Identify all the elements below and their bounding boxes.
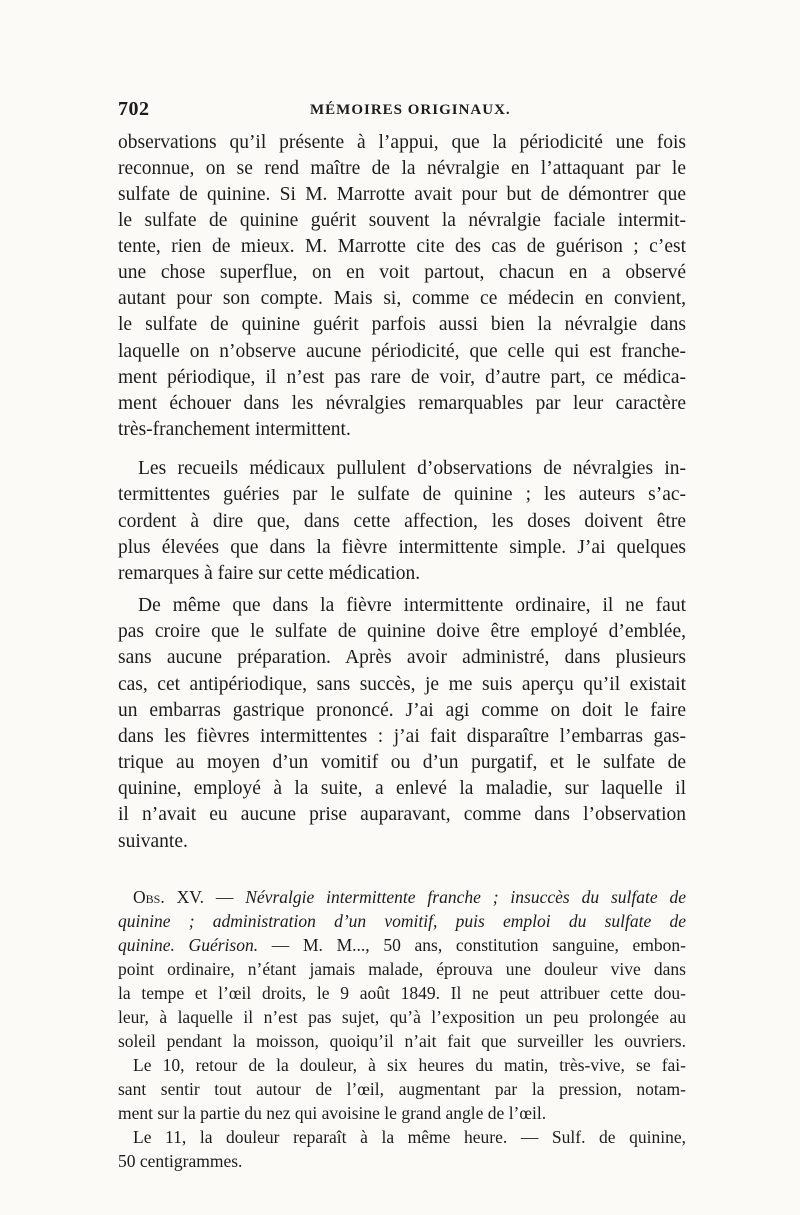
text-line: dans les fièvres intermittentes : j’ai fait disparaître l’embarras gas- — [118, 726, 686, 747]
observation-label: Obs. — [133, 887, 165, 907]
text-line: observations qu’il présente à l’appui, que la périodicité une fois — [118, 132, 686, 153]
observation-line: soleil pendant la moisson, quoiqu’il n’ait fait que surveiller les ouvriers. — [118, 1031, 686, 1051]
observation-line: ment sur la partie du nez qui avoisine le grand angle de l’œil. — [118, 1103, 547, 1123]
text-line: quinine, employé à la suite, a enlevé la maladie, sur laquelle il — [118, 778, 686, 799]
observation-number: XV. — [176, 887, 204, 907]
text-line: ment périodique, il n’est pas rare de voir, d’autre part, ce médica- — [118, 367, 686, 388]
text-line: sulfate de quinine. Si M. Marrotte avait pour but de démontrer que — [118, 184, 686, 205]
text-line: ment échouer dans les névralgies remarquables par leur caractère — [118, 393, 686, 414]
text-line: trique au moyen d’un vomitif ou d’un purgatif, et le sulfate de — [118, 752, 686, 773]
text-line: le sulfate de quinine guérit souvent la névralgie faciale intermit- — [118, 210, 686, 231]
text-line: reconnue, on se rend maître de la névralgie en l’attaquant par le — [118, 158, 686, 179]
observation-title-line — [118, 933, 686, 957]
text-line: le sulfate de quinine guérit parfois aussi bien la névralgie dans — [118, 314, 686, 335]
text-line: très-franchement intermittent. — [118, 419, 351, 440]
text-line: une chose superflue, on en voit partout, chacun en a observé — [118, 262, 686, 283]
text-line: tente, rien de mieux. M. Marrotte cite des cas de guérison ; c’est — [118, 236, 686, 257]
text-line: pas croire que le sulfate de quinine doive être employé d’emblée, — [118, 621, 686, 642]
observation-dash: — — [203, 887, 246, 907]
observation-title: quinine. Guérison. — [118, 935, 259, 955]
observation-line: Le 11, la douleur reparaît à la même heure. — Sulf. de quinine, — [133, 1127, 686, 1147]
text-line: il n’avait eu aucune prise auparavant, comme dans l’observation — [118, 804, 686, 825]
observation-line: sant sentir tout autour de l’œil, augmentant par la pression, notam- — [118, 1079, 686, 1099]
observation-line: Le 10, retour de la douleur, à six heures du matin, très-vive, se fai- — [133, 1055, 686, 1075]
observation-title-line — [118, 909, 686, 933]
observation-line: 50 centigrammes. — [118, 1151, 243, 1171]
observation-heading — [133, 885, 686, 909]
text-line: De même que dans la fièvre intermittente ordinaire, il ne faut — [138, 595, 686, 616]
text-line: sans aucune préparation. Après avoir administré, dans plusieurs — [118, 647, 686, 668]
observation-text: — M. M..., 50 ans, constitution sanguine, embon- — [258, 935, 686, 955]
text-line: plus élevées que dans la fièvre intermittente simple. J’ai quelques — [118, 537, 686, 558]
observation-title: quinine ; administration d’un vomitif, puis emploi du sulfate de — [118, 911, 686, 931]
text-line: Les recueils médicaux pullulent d’observations de névralgies in- — [138, 458, 686, 479]
text-line: suivante. — [118, 831, 188, 852]
text-line: un embarras gastrique prononcé. J’ai agi comme on doit le faire — [118, 700, 686, 721]
observation-line: point ordinaire, n’étant jamais malade, éprouva une douleur vive dans — [118, 959, 686, 979]
observation-title: Névralgie intermittente franche ; insuccès du sulfate de — [245, 887, 687, 907]
page-number: 702 — [118, 98, 150, 120]
text-line: termittentes guéries par le sulfate de quinine ; les auteurs s’ac- — [118, 484, 686, 505]
text-line: autant pour son compte. Mais si, comme ce médecin en convient, — [118, 288, 686, 309]
text-line: cas, cet antipériodique, sans succès, je me suis aperçu qu’il existait — [118, 674, 686, 695]
text-line: laquelle on n’observe aucune périodicité, que celle qui est franche- — [118, 341, 686, 362]
running-head: MÉMOIRES ORIGINAUX. — [310, 102, 511, 118]
page-header — [118, 98, 686, 124]
text-line: cordent à dire que, dans cette affection, les doses doivent être — [118, 511, 686, 532]
text-line: remarques à faire sur cette médication. — [118, 563, 421, 584]
observation-line: la tempe et l’œil droits, le 9 août 1849. Il ne peut attribuer cette dou- — [118, 983, 686, 1003]
observation-line: leur, à laquelle il n’est pas sujet, qu’à l’exposition un peu prolongée au — [118, 1007, 686, 1027]
